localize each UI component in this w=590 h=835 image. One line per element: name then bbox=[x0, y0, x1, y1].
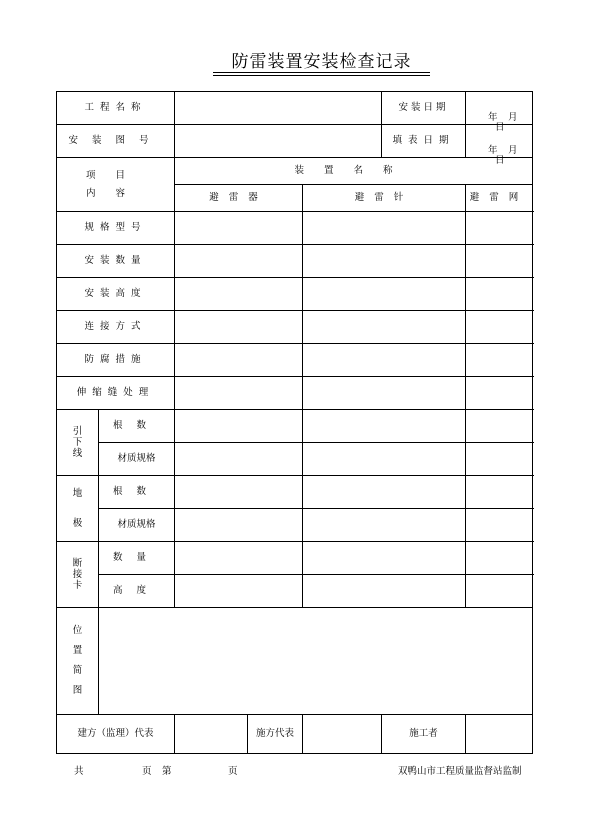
device-name-header: 装置名称 bbox=[175, 158, 533, 185]
grounding-group-top: 地 bbox=[72, 487, 83, 499]
table-row bbox=[57, 278, 533, 311]
table-row bbox=[57, 311, 533, 344]
cell-rod-anticorrosion[interactable] bbox=[303, 344, 466, 377]
cell-arrester-anticorrosion[interactable] bbox=[175, 344, 303, 377]
table-row bbox=[57, 476, 533, 509]
date-year-label: 年 bbox=[488, 145, 498, 156]
drawing-no-label: 安装图号 bbox=[57, 125, 175, 158]
column-header-arrester: 避雷器 bbox=[175, 185, 303, 212]
layout-sketch-text: 位置简图 bbox=[72, 625, 83, 696]
constructor-field[interactable] bbox=[466, 715, 533, 754]
column-header-mesh: 避雷网 bbox=[466, 185, 533, 212]
table-row bbox=[57, 377, 533, 410]
cell-arrester-height[interactable] bbox=[175, 278, 303, 311]
cell-mesh-down-material[interactable] bbox=[466, 443, 533, 476]
cell-arrester-down-count[interactable] bbox=[175, 410, 303, 443]
date-day-label: 日 bbox=[495, 122, 505, 133]
footer-page-no: 第 bbox=[162, 766, 172, 777]
cell-rod-height[interactable] bbox=[303, 278, 466, 311]
install-date-field[interactable] bbox=[466, 92, 533, 133]
layout-sketch-area[interactable] bbox=[99, 608, 533, 715]
cell-mesh-clamp-qty[interactable] bbox=[466, 542, 533, 575]
footer-page-unit: 页 bbox=[228, 766, 238, 777]
cell-mesh-spec[interactable] bbox=[466, 212, 533, 245]
row-label-spec-model: 规格型号 bbox=[57, 212, 175, 245]
grounding-group-bottom: 极 bbox=[72, 517, 83, 529]
cell-arrester-connection[interactable] bbox=[175, 311, 303, 344]
project-name-field[interactable] bbox=[175, 92, 382, 125]
builder-rep-label: 施方代表 bbox=[248, 715, 303, 754]
cell-mesh-ground-count[interactable] bbox=[466, 476, 533, 509]
footer-supervisor: 双鸭山市工程质量监督站监制 bbox=[398, 766, 522, 777]
cell-mesh-ground-material[interactable] bbox=[466, 509, 533, 542]
grounding-material-label: 材质规格 bbox=[99, 509, 175, 542]
cell-rod-clamp-height[interactable] bbox=[303, 575, 466, 608]
project-name-label: 工程名称 bbox=[57, 92, 175, 125]
cell-rod-down-material[interactable] bbox=[303, 443, 466, 476]
cell-arrester-ground-material[interactable] bbox=[175, 509, 303, 542]
down-conductor-group-text: 引下线 bbox=[72, 426, 83, 459]
table-row bbox=[57, 245, 533, 278]
test-clamp-qty-label: 数量 bbox=[99, 542, 175, 575]
item-label: 项目 bbox=[86, 169, 146, 181]
row-drawing-no bbox=[57, 125, 533, 158]
item-content-header bbox=[57, 158, 175, 212]
cell-rod-ground-count[interactable] bbox=[303, 476, 466, 509]
cell-arrester-qty[interactable] bbox=[175, 245, 303, 278]
table-row bbox=[57, 509, 533, 542]
footer-total: 共 bbox=[74, 766, 84, 777]
row-label-anticorrosion: 防腐措施 bbox=[57, 344, 175, 377]
constructor-label: 施工者 bbox=[382, 715, 466, 754]
row-label-connection: 连接方式 bbox=[57, 311, 175, 344]
cell-mesh-clamp-height[interactable] bbox=[466, 575, 533, 608]
drawing-no-field[interactable] bbox=[175, 125, 382, 158]
page-title: 防雷装置安装检查记录 bbox=[231, 52, 412, 72]
owner-rep-field[interactable] bbox=[175, 715, 248, 754]
builder-rep-field[interactable] bbox=[303, 715, 382, 754]
cell-mesh-expansion[interactable] bbox=[466, 377, 533, 410]
title-underline-thin bbox=[213, 75, 430, 76]
table-row bbox=[57, 410, 533, 443]
inspection-form-table bbox=[56, 91, 533, 754]
install-date-label: 安装日期 bbox=[382, 92, 466, 125]
cell-arrester-clamp-height[interactable] bbox=[175, 575, 303, 608]
cell-mesh-down-count[interactable] bbox=[466, 410, 533, 443]
cell-arrester-clamp-qty[interactable] bbox=[175, 542, 303, 575]
table-row bbox=[57, 443, 533, 476]
down-conductor-count-label: 根数 bbox=[99, 410, 175, 443]
fill-date-label: 填表日期 bbox=[382, 125, 466, 158]
cell-arrester-down-material[interactable] bbox=[175, 443, 303, 476]
row-signoff bbox=[57, 715, 533, 754]
date-year-label: 年 bbox=[488, 112, 498, 123]
date-day-label: 日 bbox=[495, 155, 505, 166]
cell-arrester-expansion[interactable] bbox=[175, 377, 303, 410]
cell-rod-expansion[interactable] bbox=[303, 377, 466, 410]
table-row bbox=[57, 344, 533, 377]
table-row bbox=[57, 575, 533, 608]
cell-mesh-height[interactable] bbox=[466, 278, 533, 311]
cell-mesh-anticorrosion[interactable] bbox=[466, 344, 533, 377]
table-row bbox=[57, 212, 533, 245]
column-header-rod: 避雷针 bbox=[303, 185, 466, 212]
grounding-count-label: 根数 bbox=[99, 476, 175, 509]
test-clamp-group-text: 断接卡 bbox=[72, 558, 83, 591]
cell-rod-qty[interactable] bbox=[303, 245, 466, 278]
cell-rod-ground-material[interactable] bbox=[303, 509, 466, 542]
content-label: 内容 bbox=[86, 187, 146, 199]
cell-rod-clamp-qty[interactable] bbox=[303, 542, 466, 575]
cell-rod-down-count[interactable] bbox=[303, 410, 466, 443]
test-clamp-height-label: 高度 bbox=[99, 575, 175, 608]
layout-sketch-label bbox=[57, 608, 99, 715]
cell-mesh-connection[interactable] bbox=[466, 311, 533, 344]
date-month-label: 月 bbox=[508, 112, 518, 123]
cell-rod-spec[interactable] bbox=[303, 212, 466, 245]
title-underline bbox=[213, 72, 430, 73]
down-conductor-group-label bbox=[57, 410, 99, 476]
cell-rod-connection[interactable] bbox=[303, 311, 466, 344]
cell-arrester-ground-count[interactable] bbox=[175, 476, 303, 509]
cell-mesh-qty[interactable] bbox=[466, 245, 533, 278]
cell-arrester-spec[interactable] bbox=[175, 212, 303, 245]
test-clamp-group-label bbox=[57, 542, 99, 608]
footer-pages: 页 bbox=[142, 766, 152, 777]
row-device-header bbox=[57, 158, 533, 185]
table-row bbox=[57, 542, 533, 575]
down-conductor-material-label: 材质规格 bbox=[99, 443, 175, 476]
grounding-group-label bbox=[57, 476, 99, 542]
row-label-install-qty: 安装数量 bbox=[57, 245, 175, 278]
date-month-label: 月 bbox=[508, 145, 518, 156]
row-project-name bbox=[57, 92, 533, 125]
owner-rep-label: 建方（监理）代表 bbox=[57, 715, 175, 754]
row-label-expansion: 伸缩缝处理 bbox=[57, 377, 175, 410]
row-layout-sketch bbox=[57, 608, 533, 715]
row-label-install-height: 安装高度 bbox=[57, 278, 175, 311]
